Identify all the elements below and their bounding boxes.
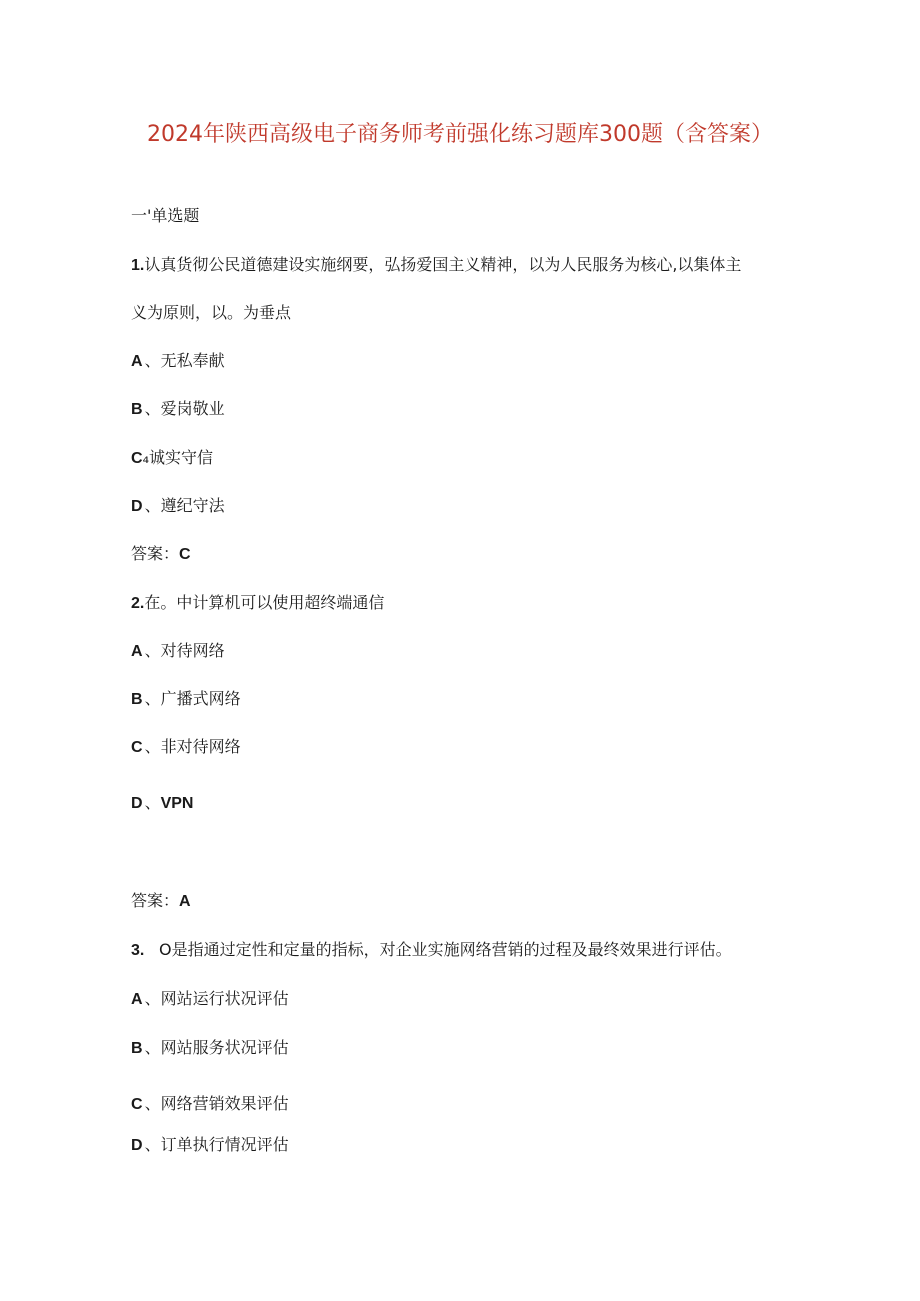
question-1-number: 1. xyxy=(131,257,145,274)
option-label: A xyxy=(131,353,143,370)
document-title: 2024年陕西高级电子商务师考前强化练习题库300题（含答案） xyxy=(147,122,773,147)
option-text: 非对待网络 xyxy=(160,737,241,756)
option-text: 网站运行状况评估 xyxy=(160,989,289,1008)
question-2-answer xyxy=(131,891,191,912)
option-label: C xyxy=(131,1096,143,1113)
question-1-line-2: 义为原则，以。为垂点 xyxy=(131,303,292,322)
question-2-number: 2. xyxy=(131,595,145,612)
option-separator: ₄ xyxy=(142,448,149,467)
question-3-number: 3. xyxy=(131,942,145,959)
answer-label: 答案： xyxy=(131,544,180,563)
option-text: 对待网络 xyxy=(160,641,225,660)
question-1-option-d xyxy=(131,496,225,517)
option-label: B xyxy=(131,401,143,418)
question-1-text: 认真货彻公民道德建设实施纲要，弘扬爱国主义精神，以为人民服务为核心,以集体主 xyxy=(144,255,742,274)
option-separator: 、 xyxy=(144,793,161,812)
question-1-option-b xyxy=(131,399,225,420)
answer-value: A xyxy=(179,893,191,910)
option-text: 无私奉献 xyxy=(160,351,225,370)
option-separator: 、 xyxy=(144,689,161,708)
question-1-option-a xyxy=(131,351,225,372)
question-3-option-c xyxy=(131,1094,289,1115)
question-1-line-1 xyxy=(131,255,741,276)
question-3-option-d xyxy=(131,1135,289,1156)
question-1-answer xyxy=(131,544,191,565)
option-separator: 、 xyxy=(144,1135,161,1154)
option-text: 订单执行情况评估 xyxy=(160,1135,289,1154)
question-2-text: 在。中计算机可以使用超终端通信 xyxy=(144,593,385,612)
section-heading: 一'单选题 xyxy=(131,206,200,225)
option-label: D xyxy=(131,1137,143,1154)
question-3-option-a xyxy=(131,989,289,1010)
option-label: C xyxy=(131,450,143,467)
option-text: 广播式网络 xyxy=(160,689,241,708)
question-2-option-c xyxy=(131,737,241,758)
option-label: A xyxy=(131,991,143,1008)
option-separator: 、 xyxy=(144,989,161,1008)
option-separator: 、 xyxy=(144,737,161,756)
question-3-line-1 xyxy=(131,940,732,961)
answer-label: 答案： xyxy=(131,891,180,910)
option-label: D xyxy=(131,795,143,812)
option-separator: 、 xyxy=(144,496,161,515)
option-text: VPN xyxy=(160,795,194,812)
option-text: 爱岗敬业 xyxy=(160,399,225,418)
option-text: 遵纪守法 xyxy=(160,496,225,515)
option-separator: 、 xyxy=(144,1094,161,1113)
question-2-line-1 xyxy=(131,593,384,614)
option-text: 诚实守信 xyxy=(148,448,213,467)
option-label: D xyxy=(131,498,143,515)
option-separator: 、 xyxy=(144,1038,161,1057)
option-label: B xyxy=(131,1040,143,1057)
question-2-option-a xyxy=(131,641,225,662)
option-separator: 、 xyxy=(144,399,161,418)
option-label: A xyxy=(131,643,143,660)
question-2-option-b xyxy=(131,689,241,710)
question-3-text: O是指通过定性和定量的指标，对企业实施网络营销的过程及最终效果进行评估。 xyxy=(159,940,732,959)
option-text: 网络营销效果评估 xyxy=(160,1094,289,1113)
option-separator: 、 xyxy=(144,641,161,660)
option-label: C xyxy=(131,739,143,756)
question-3-option-b xyxy=(131,1038,289,1059)
question-1-option-c xyxy=(131,448,213,469)
option-text: 网站服务状况评估 xyxy=(160,1038,289,1057)
option-separator: 、 xyxy=(144,351,161,370)
question-2-option-d xyxy=(131,793,193,814)
option-label: B xyxy=(131,691,143,708)
answer-value: C xyxy=(179,546,191,563)
